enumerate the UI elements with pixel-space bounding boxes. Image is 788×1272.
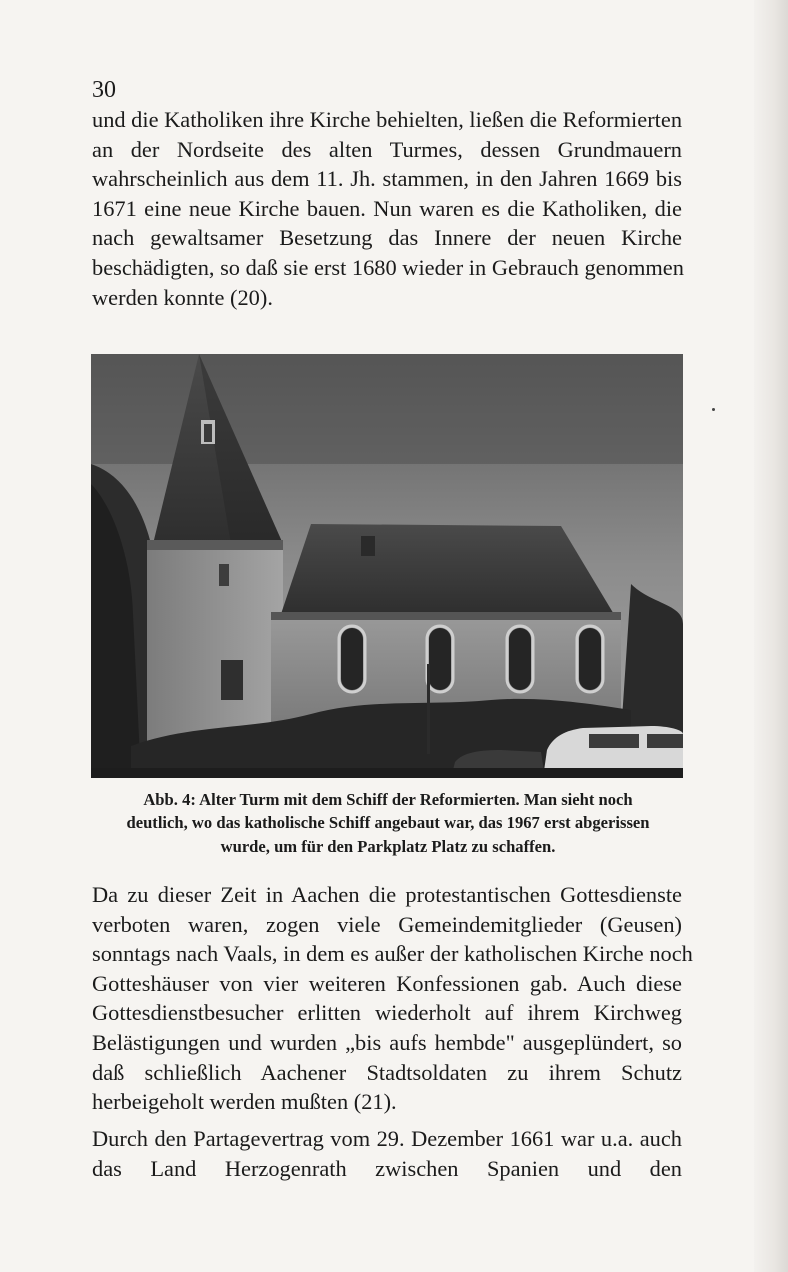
text-line: das Land Herzogenrath zwischen Spanien und den bbox=[92, 1155, 682, 1181]
text-line: herbeigeholt werden mußten (21). bbox=[92, 1089, 397, 1115]
text-line: Da zu dieser Zeit in Aachen die protestantischen Gottesdienste bbox=[92, 882, 682, 907]
church-photo bbox=[91, 354, 683, 778]
text-line: werden konnte (20). bbox=[92, 284, 273, 310]
text-line: Durch den Partagevertrag vom 29. Dezember 1661 war u.a. auch bbox=[92, 1126, 682, 1151]
text-line: 1671 eine neue Kirche bauen. Nun waren es die Katholiken, die bbox=[92, 195, 682, 221]
text-line: daß schließlich Aachener Stadtsoldaten zu ihrem Schutz bbox=[92, 1059, 682, 1085]
church-photo-illustration bbox=[91, 354, 683, 778]
speck-mark bbox=[712, 408, 715, 411]
page-edge bbox=[754, 0, 788, 1272]
caption-line: deutlich, wo das katholische Schiff angebaut war, das 1967 erst abgerissen bbox=[126, 813, 650, 833]
caption-line: Abb. 4: Alter Turm mit dem Schiff der Reformierten. Man sieht noch bbox=[143, 790, 633, 809]
text-line: und die Katholiken ihre Kirche behielten, ließen die Reformierten bbox=[92, 107, 683, 132]
text-line: nach gewaltsamer Besetzung das Innere der neuen Kirche bbox=[92, 225, 682, 251]
paragraph-2 bbox=[92, 880, 693, 1117]
text-line: wahrscheinlich aus dem 11. Jh. stammen, in den Jahren 1669 bis bbox=[92, 166, 682, 192]
paragraph-3 bbox=[92, 1124, 682, 1183]
text-line: Gotteshäuser von vier weiteren Konfessionen gab. Auch diese bbox=[92, 970, 682, 996]
text-line: sonntags nach Vaals, in dem es außer der katholischen Kirche noch bbox=[92, 941, 693, 967]
text-line: verboten waren, zogen viele Gemeindemitglieder (Geusen) bbox=[92, 911, 682, 937]
text-line: Gottesdienstbesucher erlitten wiederholt auf ihrem Kirchweg bbox=[92, 1000, 682, 1026]
text-line: Belästigungen und wurden „bis aufs hembde" ausgeplündert, so bbox=[92, 1029, 682, 1055]
text-line: beschädigten, so daß sie erst 1680 wieder in Gebrauch genommen bbox=[92, 254, 684, 280]
caption-line: wurde, um für den Parkplatz Platz zu schaffen. bbox=[220, 836, 556, 856]
paragraph-1 bbox=[92, 105, 682, 312]
page-number: 30 bbox=[92, 77, 116, 103]
figure-caption bbox=[96, 788, 680, 858]
text-line: an der Nordseite des alten Turmes, dessen Grundmauern bbox=[92, 136, 682, 162]
